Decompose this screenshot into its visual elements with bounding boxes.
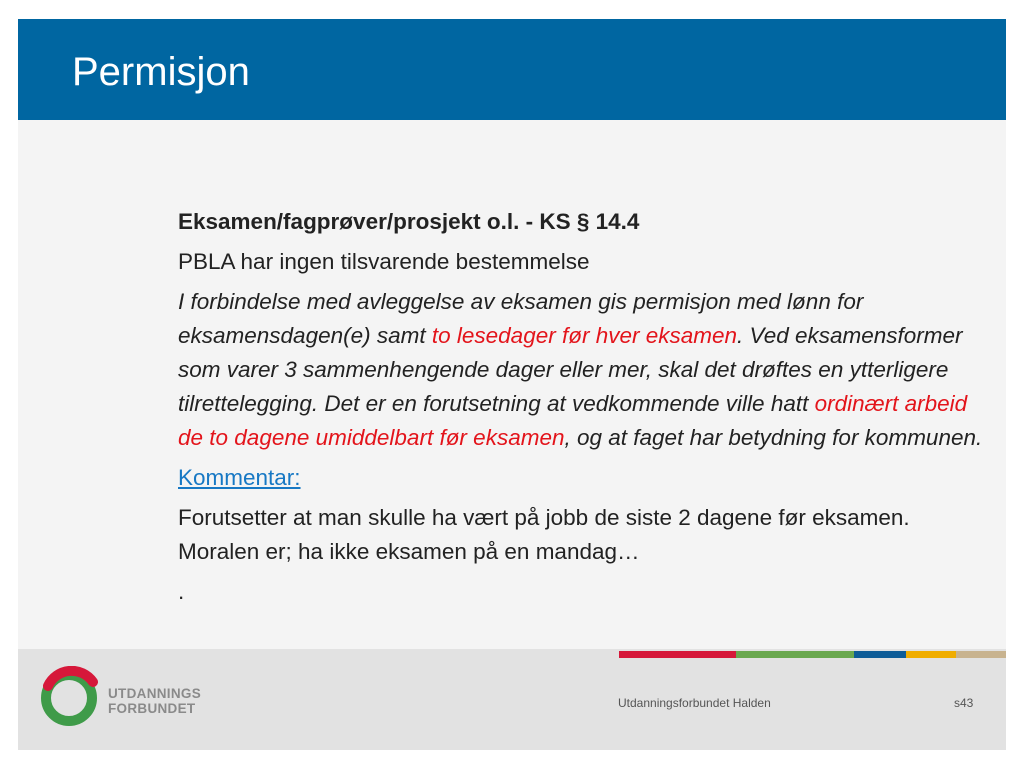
rule-text-2: . Ved eksamensformer som varer 3 sammenhengende dager eller mer, skal det drøftes en ytterligere tilrettelegging. Det er en forutsetning at vedkommende ville hatt xyxy=(178,323,963,416)
rule-highlight-2: ordinært arbeid de to dagene umiddelbart før eksamen xyxy=(178,391,968,450)
slide-title: Permisjon xyxy=(72,50,250,94)
slide xyxy=(18,19,1006,750)
rule-paragraph xyxy=(178,285,993,455)
comment-text: Forutsetter at man skulle ha vært på jobb de siste 2 dagene før eksamen. Moralen er; ha ikke eksamen på en mandag… xyxy=(178,505,910,564)
slide-content xyxy=(178,205,993,615)
footer-organization: Utdanningsforbundet Halden xyxy=(618,696,771,710)
rule-highlight-1: to lesedager før hver eksamen xyxy=(431,323,738,348)
logo-line-1: UTDANNINGS xyxy=(108,686,201,701)
section-heading: Eksamen/fagprøver/prosjekt o.l. - KS § 14.4 xyxy=(178,209,640,234)
accent-bar-red xyxy=(619,651,736,658)
accent-bar-yellow xyxy=(906,651,956,658)
rule-text-3: , og at faget har betydning for kommunen. xyxy=(564,425,983,450)
comment-link[interactable]: Kommentar: xyxy=(178,465,301,490)
accent-bar-green xyxy=(736,651,854,658)
rule-text-1: I forbindelse med avleggelse av eksamen gis permisjon med lønn for eksamensdagen(e) samt xyxy=(178,289,864,348)
accent-bar-tan xyxy=(956,651,1006,658)
logo-line-2: FORBUNDET xyxy=(108,701,196,716)
section-subheading: PBLA har ingen tilsvarende bestemmelse xyxy=(178,249,590,274)
utdanningsforbundet-logo-icon xyxy=(37,666,101,730)
accent-bar-blue xyxy=(854,651,906,658)
trailing-dot: . xyxy=(178,579,185,604)
logo-wordmark xyxy=(108,686,201,716)
footer xyxy=(18,649,1006,750)
slide-number: s43 xyxy=(954,696,974,710)
title-bar xyxy=(18,19,1006,120)
